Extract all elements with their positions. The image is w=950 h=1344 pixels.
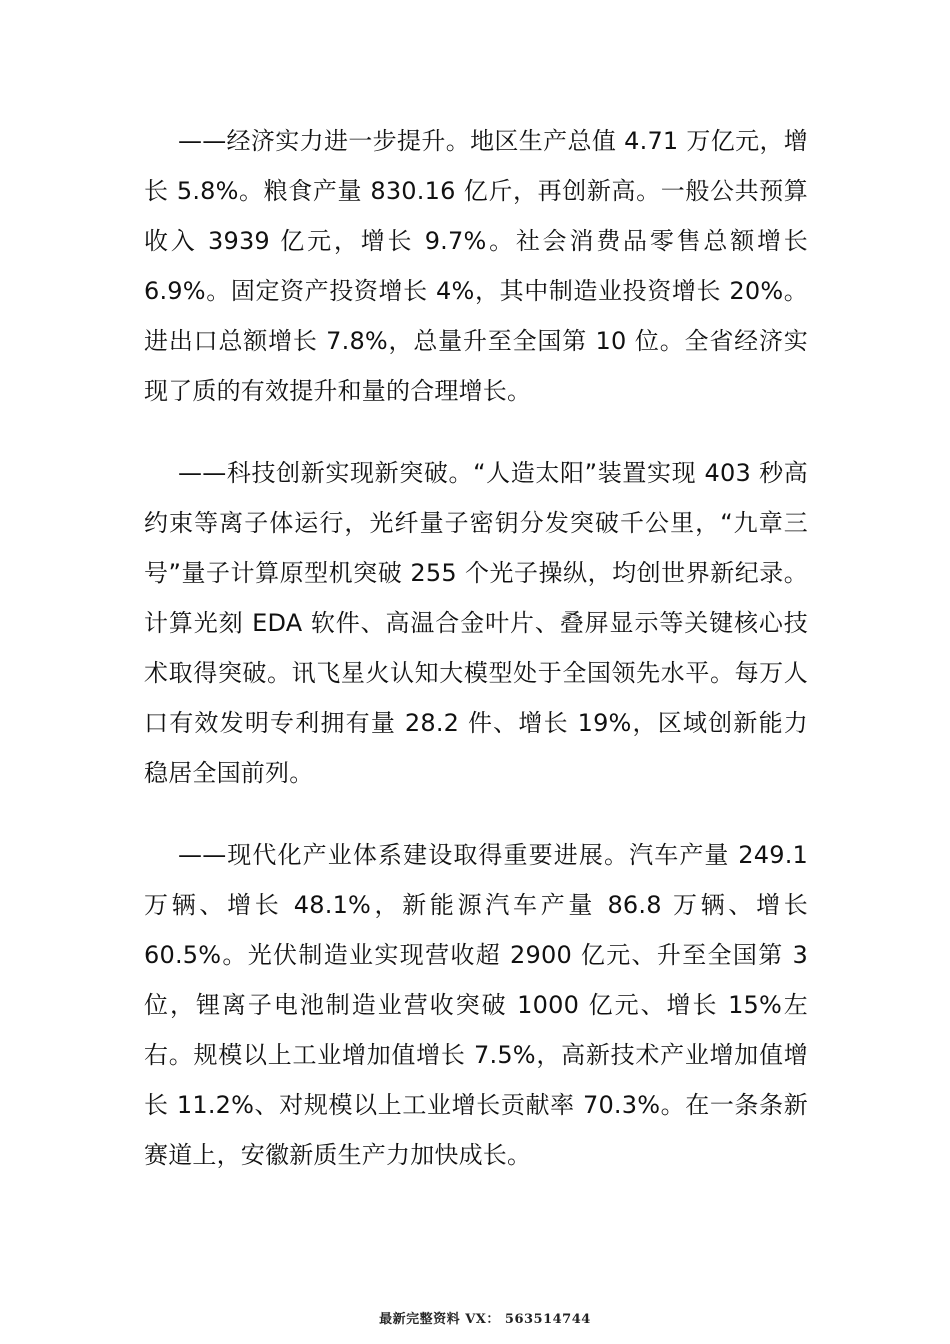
paragraph-tech-innovation: ——科技创新实现新突破。“人造太阳”装置实现 403 秒高约束等离子体运行，光纤量子密钥分发突破千公里，“九章三号”量子计算原型机突破 255 个光子操纵，均创世界新纪录。计算光刻 EDA 软件、高温合金叶片、叠屏显示等关键核心技术取得突破。讯飞星火认知大模型处于全国领先水平。每万人口有效发明专利拥有量 28.2 件、增长 19%，区域创新能力稳居全国前列。	[144, 459, 808, 787]
paragraph-economic-strength: ——经济实力进一步提升。地区生产总值 4.71 万亿元，增长 5.8%。粮食产量 830.16 亿斤，再创新高。一般公共预算收入 3939 亿元，增长 9.7%。社会消费品零售总额增长 6.9%。固定资产投资增长 4%，其中制造业投资增长 20%。进出口总额增长 7.8%，总量升至全国第 10 位。全省经济实现了质的有效提升和量的合理增长。	[144, 127, 808, 405]
footer-contact-note: 最新完整资料 VX： 563514744	[379, 1312, 591, 1327]
document-body	[144, 116, 808, 1180]
paragraph-industrial-system: ——现代化产业体系建设取得重要进展。汽车产量 249.1 万辆、增长 48.1%，新能源汽车产量 86.8 万辆、增长 60.5%。光伏制造业实现营收超 2900 亿元、升至全国第 3 位，锂离子电池制造业营收突破 1000 亿元、增长 15%左右。规模以上工业增加值增长 7.5%，高新技术产业增加值增长 11.2%、对规模以上工业增长贡献率 70.3%。在一条条新赛道上，安徽新质生产力加快成长。	[144, 841, 808, 1169]
